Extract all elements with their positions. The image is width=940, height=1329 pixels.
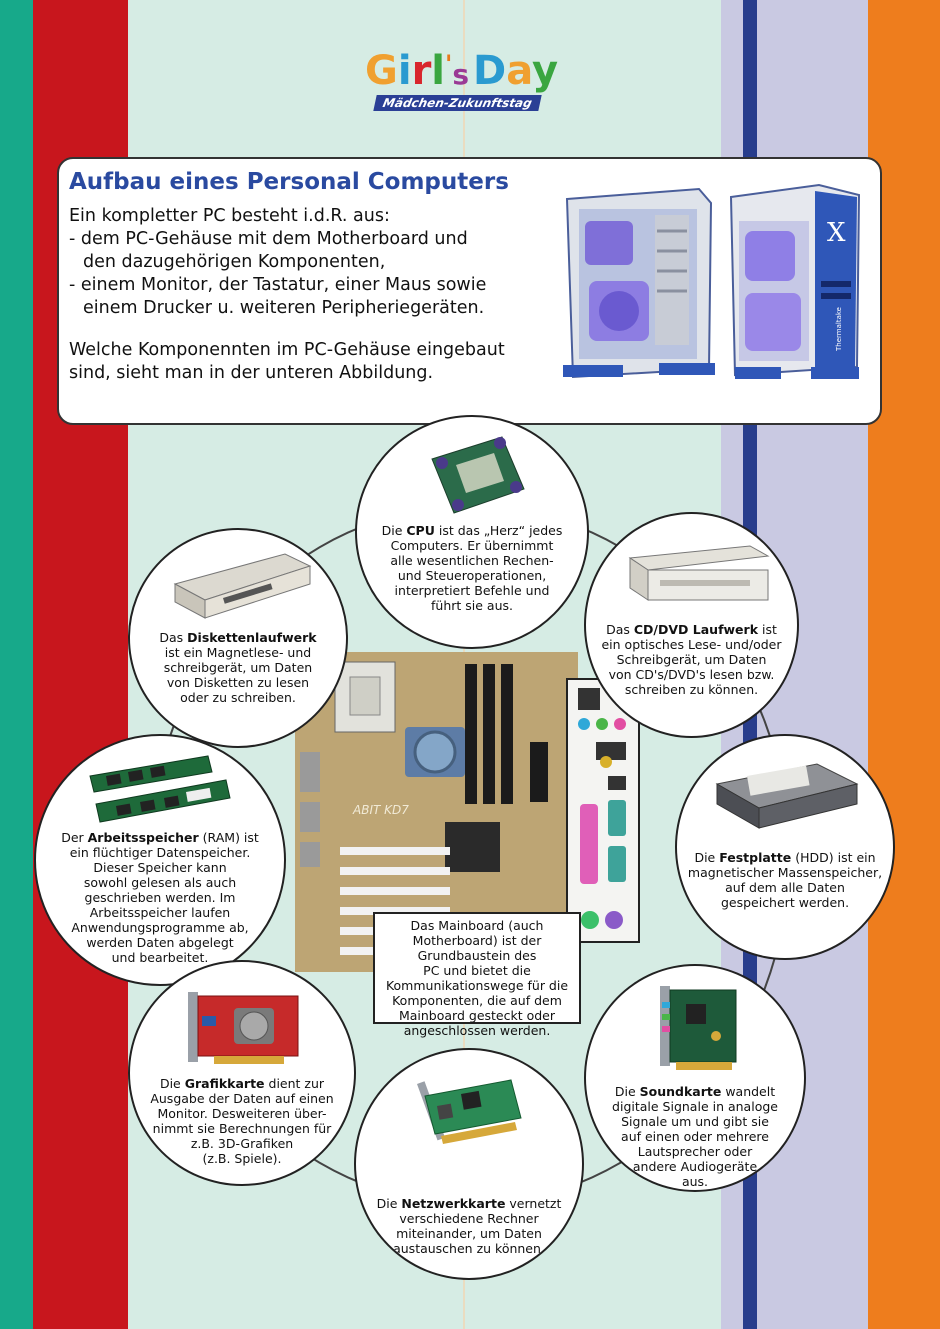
network-card-circle [354, 1048, 584, 1280]
floppy-pre: Das [159, 630, 188, 645]
network-card-text [356, 1196, 582, 1256]
sound-card-text [586, 1084, 804, 1189]
sound-card-pre: Die [614, 1084, 640, 1099]
intro-line: einem Drucker u. weiteren Peripheriegeräten. [83, 298, 485, 318]
ram-image [86, 752, 236, 828]
cpu-line: Computers. Er übernimmt [390, 538, 554, 553]
ram-line: geschrieben werden. Im [84, 890, 236, 905]
cpu-line: alle wesentlichen Rechen- [390, 553, 554, 568]
ram-line: Anwendungsprogramme ab, [71, 920, 249, 935]
mainboard-line: Kommunikationswege für die [385, 978, 569, 993]
cd-dvd-pre: Das [606, 622, 634, 637]
cpu-line: ist das „Herz“ jedes [438, 523, 563, 538]
sound-card-line: digitale Signale in analoge [612, 1099, 778, 1114]
floppy-term: Diskettenlaufwerk [187, 630, 317, 645]
gpu-line: Ausgabe der Daten auf einen [150, 1091, 334, 1106]
hdd-text [677, 850, 893, 910]
sound-card-line: andere Audiogeräte [632, 1159, 758, 1174]
sound-card-term: Soundkarte [639, 1084, 722, 1099]
gpu-text [130, 1076, 354, 1166]
girls-day-logo [365, 42, 585, 117]
floppy-drive-image [165, 544, 315, 624]
cpu-term: CPU [406, 523, 435, 538]
intro-box [57, 157, 882, 425]
network-card-pre: Die [376, 1196, 402, 1211]
intro-line: Ein kompletter PC besteht i.d.R. aus: [69, 206, 390, 226]
gpu-pre: Die [159, 1076, 185, 1091]
case-brand-label: Thermaltake [835, 307, 843, 351]
hdd-post: (HDD) ist ein [791, 850, 876, 865]
floppy-line: schreibgerät, um Daten [163, 660, 313, 675]
io-panel-illustration [568, 680, 638, 941]
network-card-post: vernetzt [505, 1196, 562, 1211]
ram-pre: Der [61, 830, 88, 845]
cd-dvd-line: Schreibgerät, um Daten [616, 652, 767, 667]
cd-dvd-text [586, 622, 797, 697]
cd-dvd-line: von CD's/DVD's lesen bzw. [608, 667, 775, 682]
cd-dvd-drive-image [620, 538, 770, 608]
cpu-pre: Die [381, 523, 407, 538]
cpu-image [412, 429, 532, 519]
mainboard-line: PC und bietet die [423, 963, 531, 978]
gpu-image [184, 986, 304, 1072]
stripe-green [0, 0, 33, 1329]
board-model-label: ABIT KD7 [353, 803, 409, 817]
pc-case-image [559, 181, 871, 381]
network-card-term: Netzwerkkarte [401, 1196, 506, 1211]
ram-post: (RAM) ist [198, 830, 259, 845]
intro-text [69, 205, 486, 320]
sound-card-line: Signale um und gibt sie [621, 1114, 769, 1129]
cpu-line: und Steueroperationen, [397, 568, 547, 583]
floppy-circle [128, 528, 348, 748]
cpu-line: interpretiert Befehle und [394, 583, 550, 598]
intro-question-line: Welche Komponennten im PC-Gehäuse eingebaut [69, 340, 505, 360]
network-card-line: verschiedene Rechner [399, 1211, 539, 1226]
hdd-line: auf dem alle Daten [725, 880, 845, 895]
cpu-circle [355, 415, 589, 649]
ram-line: sowohl gelesen als auch [83, 875, 237, 890]
ram-line: Arbeitsspeicher laufen [89, 905, 231, 920]
gpu-post: dient zur [264, 1076, 325, 1091]
network-card-line: miteinander, um Daten [396, 1226, 542, 1241]
network-card-line: austauschen zu können. [393, 1241, 545, 1256]
sound-card-line: auf einen oder mehrere [621, 1129, 769, 1144]
gpu-term: Grafikkarte [184, 1076, 265, 1091]
intro-line: - dem PC-Gehäuse mit dem Motherboard und [69, 229, 468, 249]
cd-dvd-line: schreiben zu können. [624, 682, 759, 697]
ram-text [36, 830, 284, 965]
hdd-line: gespeichert werden. [720, 895, 850, 910]
floppy-line: von Disketten zu lesen [166, 675, 310, 690]
cd-dvd-post: ist [758, 622, 777, 637]
sound-card-line: aus. [681, 1174, 709, 1189]
girls-day-logo-wordmark [365, 42, 585, 97]
gpu-circle [128, 960, 356, 1186]
mainboard-line: Komponenten, die auf dem [392, 993, 562, 1008]
cpu-text [357, 523, 587, 613]
ram-circle [34, 734, 286, 986]
floppy-line: ist ein Magnetlese- und [164, 645, 312, 660]
sound-card-circle [584, 964, 806, 1192]
floppy-text [130, 630, 346, 705]
sound-card-post: wandelt [721, 1084, 776, 1099]
cd-dvd-line: ein optisches Lese- und/oder [601, 637, 782, 652]
cd-dvd-circle [584, 512, 799, 738]
cpu-line: führt sie aus. [431, 598, 513, 613]
mainboard-line: Grundbaustein des [417, 948, 537, 963]
svg-text:X: X [827, 218, 846, 248]
ram-line: Dieser Speicher kann [93, 860, 227, 875]
ram-line: werden Daten abgelegt [86, 935, 234, 950]
mainboard-line: Motherboard) ist der [412, 933, 542, 948]
gpu-line: z.B. 3D-Grafiken [190, 1136, 294, 1151]
page-title: Aufbau eines Personal Computers [69, 169, 509, 195]
intro-question-line: sind, sieht man in der unteren Abbildung. [69, 363, 434, 383]
sound-card-line: Lautsprecher oder [637, 1144, 753, 1159]
intro-line: - einem Monitor, der Tastatur, einer Maus sowie [69, 275, 487, 295]
ram-term: Arbeitsspeicher [87, 830, 199, 845]
ram-line: und bearbeitet. [111, 950, 209, 965]
gpu-line: nimmt sie Berechnungen für [152, 1121, 332, 1136]
mainboard-line: Das Mainboard (auch [410, 918, 544, 933]
floppy-line: oder zu schreiben. [180, 690, 296, 705]
svg-text:Girl'sDay: Girl'$_s$ Day [365, 48, 559, 94]
hdd-circle [675, 734, 895, 960]
logo-subtitle: Mädchen-Zukunftstag [373, 95, 541, 111]
intro-line: den dazugehörigen Komponenten, [83, 252, 386, 272]
ram-line: ein flüchtiger Datenspeicher. [69, 845, 251, 860]
network-card-image [411, 1076, 531, 1156]
intro-question [69, 339, 505, 385]
hdd-pre: Die [694, 850, 720, 865]
mainboard-description [373, 912, 581, 1038]
hdd-image [707, 758, 867, 838]
gpu-line: Monitor. Desweiteren über- [157, 1106, 327, 1121]
cd-dvd-term: CD/DVD Laufwerk [633, 622, 759, 637]
mainboard-line: angeschlossen werden. [403, 1023, 551, 1038]
hdd-line: magnetischer Massenspeicher, [687, 865, 883, 880]
io-panel-image [566, 678, 640, 943]
sound-card-image [656, 982, 746, 1082]
mainboard-line: Mainboard gesteckt oder [398, 1008, 556, 1023]
gpu-line: (z.B. Spiele). [202, 1151, 282, 1166]
hdd-term: Festplatte [719, 850, 792, 865]
